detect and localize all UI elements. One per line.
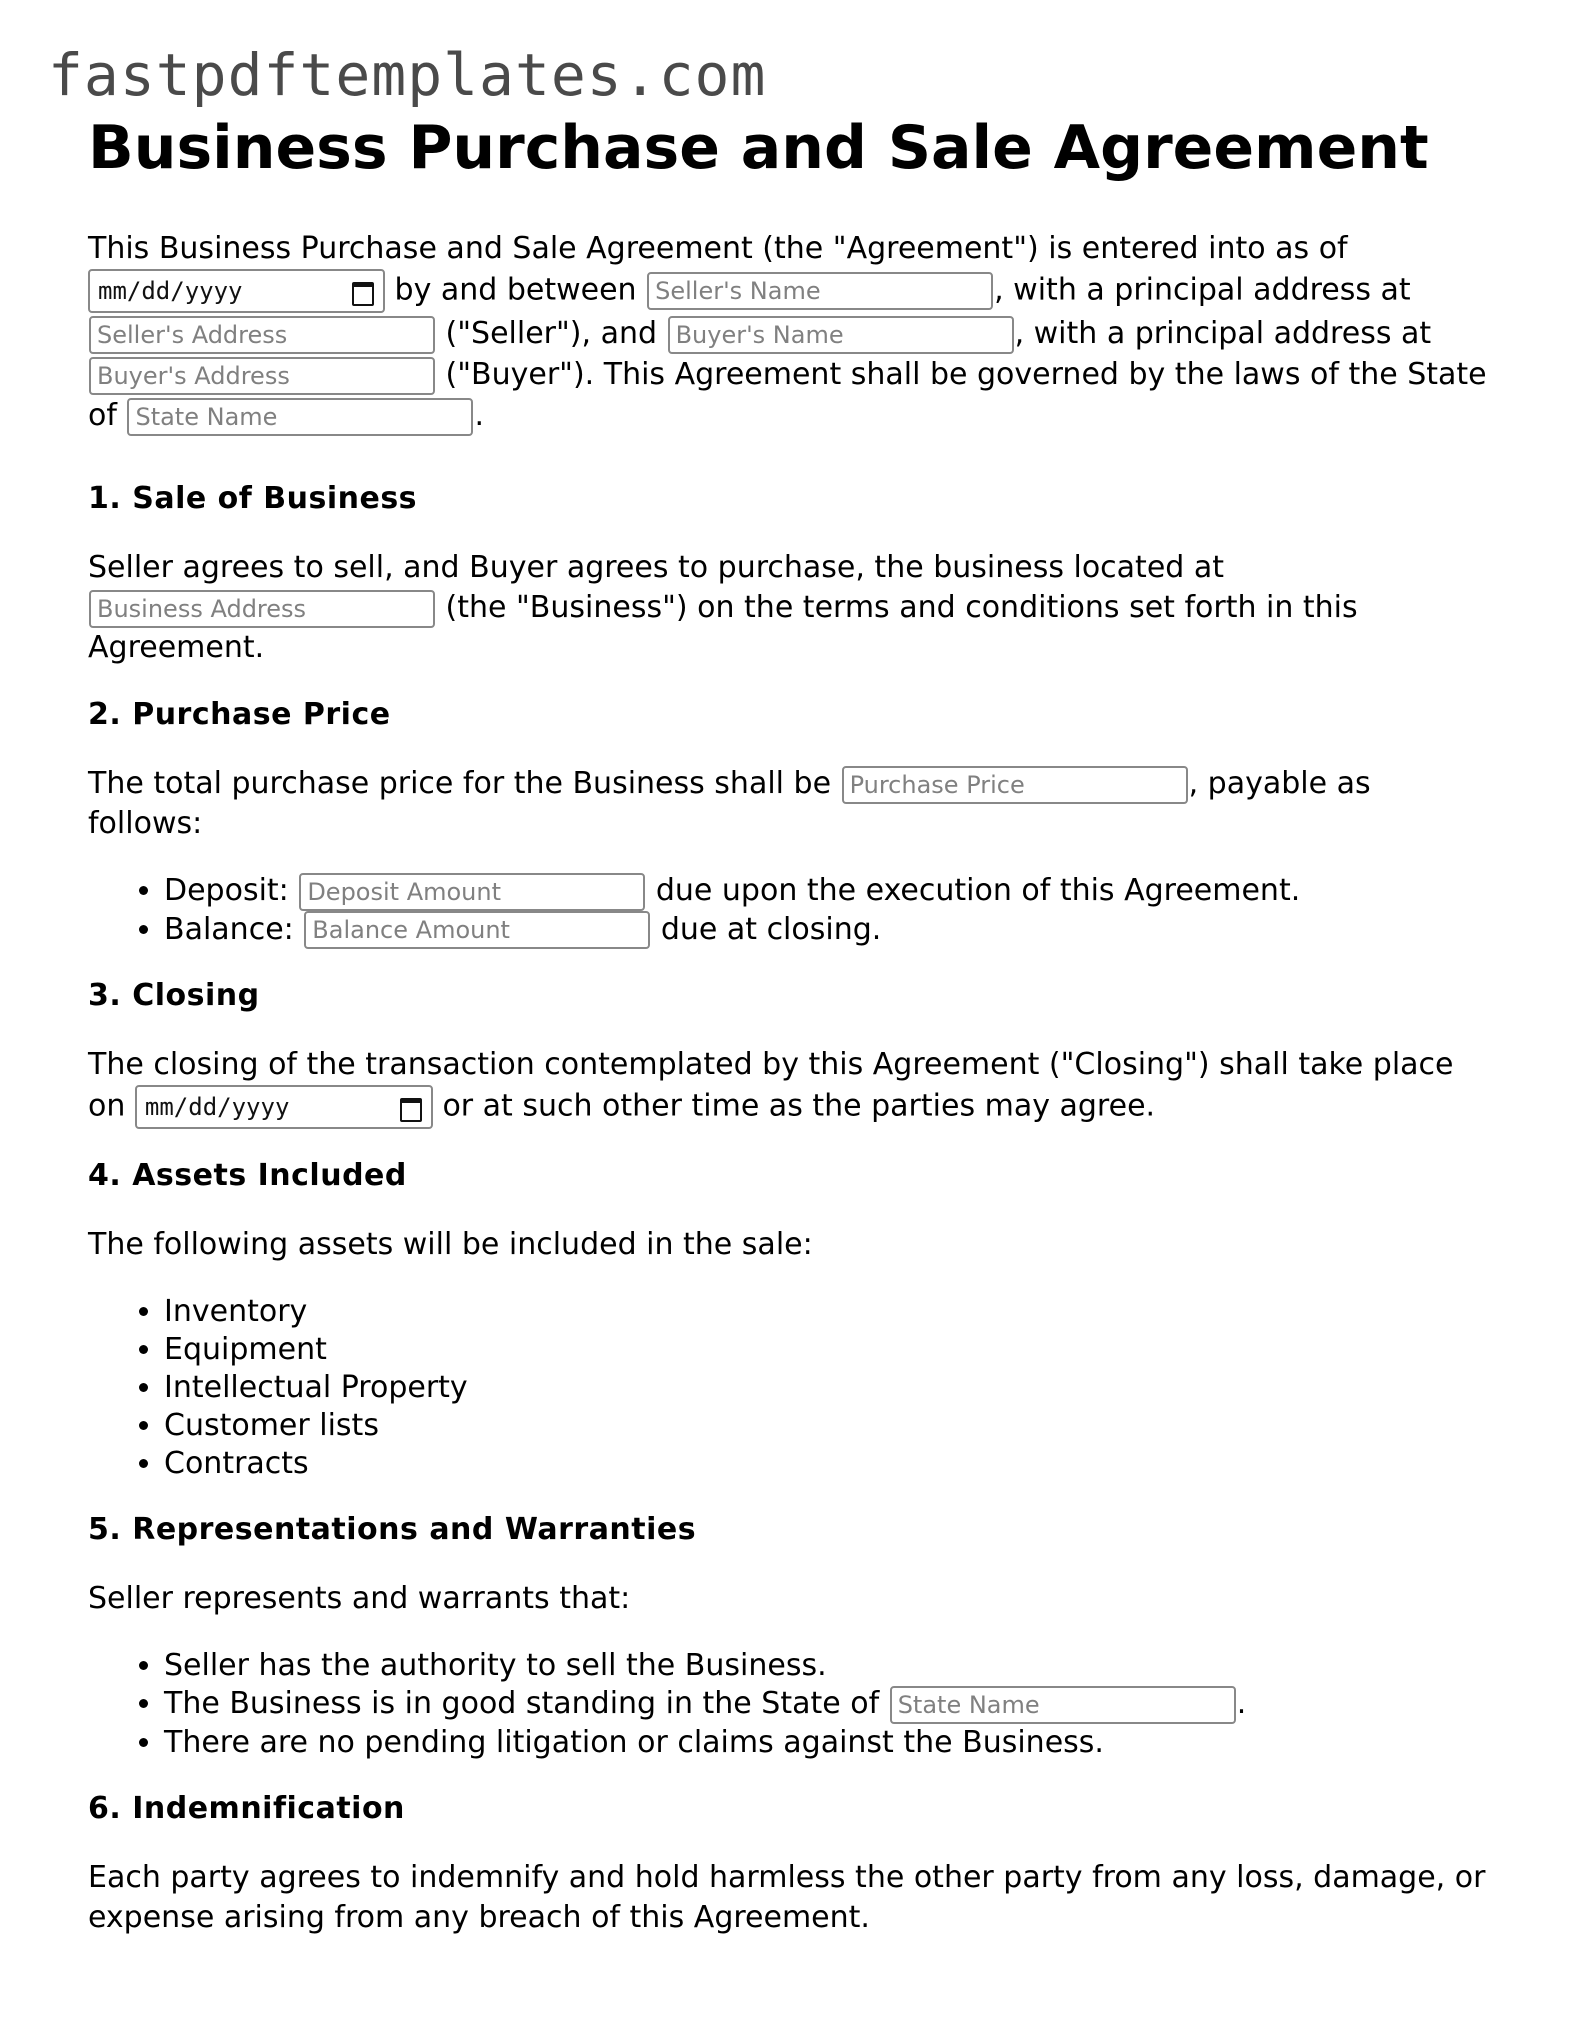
s2-text-2: , payable as follows: — [88, 766, 1371, 841]
section-representations — [88, 1511, 1488, 1762]
governing-state-input[interactable] — [127, 398, 473, 436]
buyer-name-input[interactable] — [668, 316, 1014, 354]
list-item: • There are no pending litigation or claims against the Business. — [164, 1724, 1488, 1762]
business-address-input[interactable] — [89, 590, 435, 628]
section-heading: 5. Representations and Warranties — [88, 1512, 697, 1547]
s1-text-1: Seller agrees to sell, and Buyer agrees to purchase, the business located at — [88, 550, 1225, 585]
section-paragraph: Seller represents and warrants that: — [88, 1581, 631, 1616]
list-item: • Equipment — [164, 1331, 1488, 1369]
section-indemnification — [88, 1790, 1488, 1938]
intro-paragraph — [88, 228, 1488, 436]
intro-text-3: , with a principal address at — [994, 272, 1411, 308]
deposit-amount-input[interactable] — [299, 873, 645, 911]
intro-text-4: ("Seller"), and — [436, 316, 667, 351]
watermark: fastpdftemplates.com — [48, 41, 767, 109]
s3-text-2: or at such other time as the parties may agree. — [432, 1088, 1156, 1124]
list-item: • Inventory — [164, 1293, 1488, 1331]
list-item — [164, 872, 1488, 911]
payment-list — [88, 872, 1488, 949]
closing-date-input[interactable] — [135, 1085, 433, 1129]
section-assets-included — [88, 1157, 1488, 1483]
intro-text-2: by and between — [385, 272, 647, 308]
buyer-address-input[interactable] — [89, 357, 435, 395]
intro-text-6: ("Buyer"). This Agreement shall be governed by the laws of the State of — [88, 357, 1487, 433]
section-heading: 1. Sale of Business — [88, 481, 418, 516]
deposit-tail: due upon the execution of this Agreement. — [646, 873, 1301, 908]
purchase-price-input[interactable] — [842, 766, 1188, 804]
agreement-date-placeholder: mm/dd/yyyy — [98, 276, 243, 305]
good-standing-state-input[interactable] — [890, 1686, 1236, 1724]
closing-date-placeholder: mm/dd/yyyy — [144, 1093, 290, 1121]
section-paragraph — [88, 1045, 1488, 1129]
section-paragraph — [88, 764, 1488, 844]
intro-text-7: . — [474, 398, 484, 433]
s5-item2-post: . — [1236, 1686, 1247, 1721]
assets-list — [88, 1293, 1488, 1483]
s2-text-1: The total purchase price for the Business shall be — [88, 766, 841, 801]
balance-tail: due at closing. — [651, 911, 882, 947]
section-paragraph — [88, 548, 1488, 668]
intro-text-5: , with a principal address at — [1014, 316, 1432, 351]
page-title: Business Purchase and Sale Agreement — [88, 113, 1429, 183]
section-paragraph: Each party agrees to indemnify and hold harmless the other party from any loss, damage, or expense arising from any breach of this Agreement. — [88, 1859, 1486, 1935]
agreement-date-input[interactable] — [88, 269, 385, 313]
section-heading: 3. Closing — [88, 978, 260, 1013]
list-item — [164, 911, 1488, 950]
intro-text-1: This Business Purchase and Sale Agreement (the "Agreement") is entered into as of — [88, 231, 1348, 266]
list-item: • Seller has the authority to sell the Business. — [164, 1647, 1488, 1685]
deposit-label: Deposit: — [164, 873, 299, 908]
seller-name-input[interactable] — [647, 272, 993, 310]
section-purchase-price — [88, 696, 1488, 949]
calendar-icon[interactable] — [351, 279, 375, 303]
section-closing — [88, 977, 1488, 1129]
s1-text-2: (the "Business") on the terms and conditions set forth in this Agreement. — [88, 590, 1358, 665]
balance-label: Balance: — [164, 911, 304, 947]
warranties-list — [88, 1647, 1488, 1762]
s5-item2-pre: The Business is in good standing in the State of — [164, 1686, 889, 1721]
section-heading: 4. Assets Included — [88, 1158, 407, 1193]
s3-text-1: The closing of the transaction contemplated by this Agreement ("Closing") shall take place on — [88, 1047, 1454, 1124]
section-heading: 2. Purchase Price — [88, 697, 391, 732]
balance-amount-input[interactable] — [304, 911, 650, 949]
list-item: • Intellectual Property — [164, 1369, 1488, 1407]
seller-address-input[interactable] — [89, 316, 435, 354]
list-item: • Customer lists — [164, 1407, 1488, 1445]
agreement-document — [88, 112, 1488, 1966]
section-sale-of-business — [88, 480, 1488, 668]
list-item: • Contracts — [164, 1445, 1488, 1483]
section-heading: 6. Indemnification — [88, 1790, 405, 1826]
section-paragraph: The following assets will be included in the sale: — [88, 1227, 813, 1262]
list-item — [164, 1685, 1488, 1724]
calendar-icon[interactable] — [399, 1095, 423, 1119]
